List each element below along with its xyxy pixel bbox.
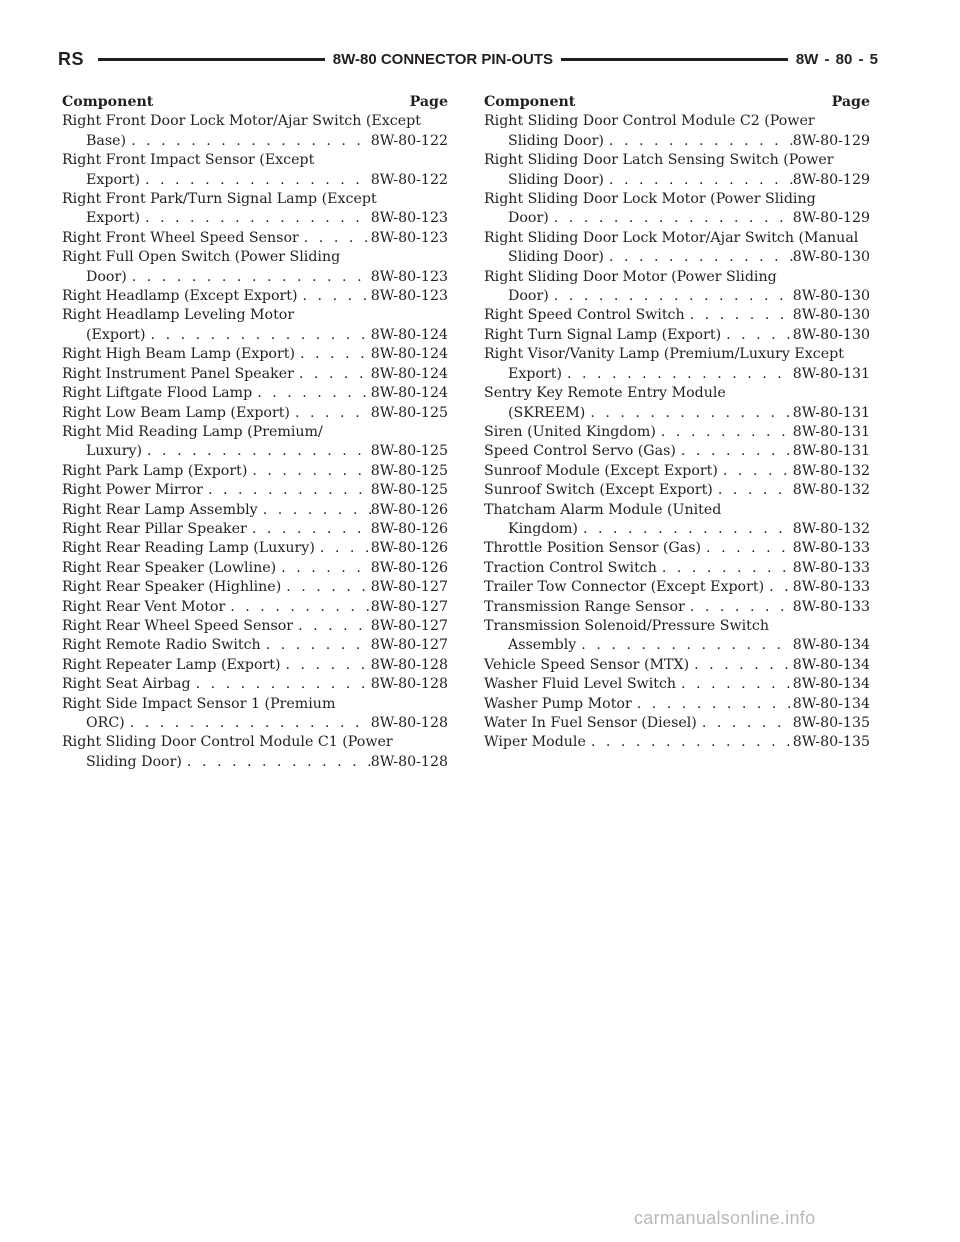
dot-leader bbox=[293, 617, 371, 636]
dot-leader bbox=[562, 365, 793, 384]
entry-page: 8W-80-127 bbox=[370, 579, 448, 596]
entry-label-line: Right Sliding Door Lock Motor/Ajar Switch (Manual bbox=[484, 229, 859, 246]
dot-leader bbox=[685, 598, 793, 617]
column-heading bbox=[62, 93, 448, 112]
entry-page: 8W-80-128 bbox=[370, 656, 448, 673]
index-entry bbox=[484, 695, 870, 714]
entry-label: Right Low Beam Lamp (Export) bbox=[62, 404, 290, 421]
dot-leader bbox=[718, 462, 793, 481]
entry-label: Water In Fuel Sensor (Diesel) bbox=[484, 715, 697, 731]
entry-label: Right Instrument Panel Speaker bbox=[62, 365, 294, 382]
entry-label: Sunroof Module (Except Export) bbox=[484, 462, 718, 479]
dot-leader bbox=[578, 520, 793, 539]
index-entry bbox=[62, 733, 448, 772]
page-title: 8W-80 CONNECTOR PIN-OUTS bbox=[332, 50, 554, 68]
entry-page: 8W-80-130 bbox=[792, 288, 870, 305]
entry-label: Sunroof Switch (Except Export) bbox=[484, 482, 713, 499]
index-entry bbox=[484, 151, 870, 190]
dot-leader bbox=[191, 675, 371, 694]
entry-label: Right High Beam Lamp (Export) bbox=[62, 346, 295, 363]
index-entry bbox=[484, 345, 870, 384]
dot-leader bbox=[701, 539, 793, 558]
dot-leader bbox=[656, 423, 793, 442]
entry-label-line: Right Full Open Switch (Power Sliding bbox=[62, 249, 341, 266]
entry-label-line: Thatcham Alarm Module (United bbox=[484, 501, 722, 518]
dot-leader bbox=[247, 462, 370, 481]
entry-label: Transmission Range Sensor bbox=[484, 598, 685, 615]
dot-leader bbox=[127, 268, 371, 287]
index-entry bbox=[484, 598, 870, 617]
entry-page: 8W-80-131 bbox=[792, 404, 870, 421]
dot-leader bbox=[281, 578, 370, 597]
index-column-right bbox=[484, 93, 870, 753]
index-entry bbox=[484, 442, 870, 461]
index-column-left bbox=[62, 93, 448, 772]
index-entry bbox=[62, 539, 448, 558]
entry-label: Sliding Door) bbox=[86, 753, 182, 770]
dot-leader bbox=[125, 714, 371, 733]
entry-page: 8W-80-134 bbox=[792, 656, 870, 673]
entry-label: Right Power Mirror bbox=[62, 482, 203, 499]
index-entry bbox=[484, 675, 870, 694]
index-entry bbox=[484, 559, 870, 578]
index-entry bbox=[484, 501, 870, 540]
entry-label: Base) bbox=[86, 132, 127, 149]
entry-page: 8W-80-125 bbox=[370, 462, 448, 479]
index-entry bbox=[62, 578, 448, 597]
entry-label: Right Rear Pillar Speaker bbox=[62, 520, 247, 537]
entry-page: 8W-80-124 bbox=[370, 365, 448, 382]
index-entry bbox=[62, 112, 448, 151]
entry-label-line: Right Sliding Door Motor (Power Sliding bbox=[484, 268, 777, 285]
entry-label: Luxury) bbox=[86, 443, 143, 460]
entry-label: Door) bbox=[86, 268, 127, 285]
index-entry bbox=[62, 598, 448, 617]
entry-label: Sliding Door) bbox=[508, 132, 604, 149]
entry-page: 8W-80-125 bbox=[370, 482, 448, 499]
entry-label: Right Seat Airbag bbox=[62, 676, 191, 693]
dot-leader bbox=[604, 171, 793, 190]
entry-page: 8W-80-130 bbox=[792, 249, 870, 266]
entry-label-line: Right Visor/Vanity Lamp (Premium/Luxury Except bbox=[484, 346, 844, 363]
entry-label: Right Repeater Lamp (Export) bbox=[62, 656, 281, 673]
entry-label: Trailer Tow Connector (Except Export) bbox=[484, 579, 765, 596]
index-entry bbox=[62, 365, 448, 384]
index-entry bbox=[62, 695, 448, 734]
entry-label-line: Right Mid Reading Lamp (Premium/ bbox=[62, 423, 323, 440]
entry-label-line: Right Sliding Door Control Module C1 (Power bbox=[62, 734, 393, 751]
index-entry bbox=[484, 423, 870, 442]
index-entry bbox=[484, 306, 870, 325]
entry-label: Door) bbox=[508, 288, 549, 305]
entry-page: 8W-80-135 bbox=[792, 715, 870, 731]
index-entry bbox=[62, 656, 448, 675]
entry-page: 8W-80-134 bbox=[792, 637, 870, 654]
entry-label-line: Right Sliding Door Latch Sensing Switch (Power bbox=[484, 152, 834, 169]
entry-page: 8W-80-122 bbox=[370, 132, 448, 149]
index-entry bbox=[484, 714, 870, 733]
entry-label: Kingdom) bbox=[508, 520, 578, 537]
entry-page: 8W-80-123 bbox=[370, 268, 448, 285]
dot-leader bbox=[146, 326, 371, 345]
entry-page: 8W-80-126 bbox=[370, 501, 448, 518]
entry-label: Right Headlamp (Except Export) bbox=[62, 288, 298, 305]
dot-leader bbox=[713, 481, 793, 500]
entry-label: Washer Pump Motor bbox=[484, 695, 632, 712]
header-rule-left bbox=[98, 58, 325, 61]
dot-leader bbox=[225, 598, 370, 617]
dot-leader bbox=[604, 132, 793, 151]
entry-page: 8W-80-131 bbox=[792, 443, 870, 460]
entry-label: Right Rear Speaker (Highline) bbox=[62, 579, 282, 596]
index-entry bbox=[62, 617, 448, 636]
section-code: RS bbox=[58, 48, 85, 69]
entry-label: Export) bbox=[86, 171, 140, 188]
index-entry bbox=[62, 462, 448, 481]
entry-page: 8W-80-134 bbox=[792, 676, 870, 693]
dot-leader bbox=[281, 656, 371, 675]
entry-page: 8W-80-127 bbox=[370, 617, 448, 634]
entry-page: 8W-80-124 bbox=[370, 385, 448, 402]
index-entry bbox=[484, 656, 870, 675]
page-number: 8W - 80 - 5 bbox=[795, 50, 879, 68]
dot-leader bbox=[290, 404, 371, 423]
dot-leader bbox=[685, 306, 793, 325]
dot-leader bbox=[140, 171, 371, 190]
dot-leader bbox=[549, 209, 793, 228]
entry-page: 8W-80-132 bbox=[792, 462, 870, 479]
dot-leader bbox=[586, 733, 793, 752]
entry-label: Assembly bbox=[508, 637, 577, 654]
entry-label-line: Transmission Solenoid/Pressure Switch bbox=[484, 617, 769, 634]
dot-leader bbox=[261, 636, 371, 655]
page-heading: Page bbox=[409, 94, 448, 110]
entry-label-line: Right Side Impact Sensor 1 (Premium bbox=[62, 695, 336, 712]
entry-page: 8W-80-127 bbox=[370, 598, 448, 615]
entry-page: 8W-80-131 bbox=[792, 365, 870, 382]
index-entry bbox=[62, 384, 448, 403]
dot-leader bbox=[299, 229, 371, 248]
dot-leader bbox=[315, 539, 371, 558]
entry-label: Right Front Wheel Speed Sensor bbox=[62, 229, 299, 246]
dot-leader bbox=[298, 287, 371, 306]
entry-page: 8W-80-132 bbox=[792, 520, 870, 537]
entry-page: 8W-80-129 bbox=[792, 210, 870, 227]
entry-label-line: Right Sliding Door Control Module C2 (Power bbox=[484, 113, 815, 130]
index-entry bbox=[484, 578, 870, 597]
index-entry bbox=[484, 384, 870, 423]
entry-label: Right Rear Speaker (Lowline) bbox=[62, 559, 277, 576]
index-entry bbox=[62, 404, 448, 423]
entry-label: Washer Fluid Level Switch bbox=[484, 676, 677, 693]
entry-page: 8W-80-133 bbox=[792, 559, 870, 576]
index-entry bbox=[484, 481, 870, 500]
index-entry bbox=[484, 229, 870, 268]
entry-page: 8W-80-122 bbox=[370, 171, 448, 188]
index-entry bbox=[62, 151, 448, 190]
entry-label-line: Sentry Key Remote Entry Module bbox=[484, 385, 726, 402]
entry-page: 8W-80-133 bbox=[792, 540, 870, 557]
index-entries bbox=[484, 112, 870, 752]
entry-page: 8W-80-125 bbox=[370, 443, 448, 460]
entry-page: 8W-80-135 bbox=[792, 734, 870, 751]
entry-page: 8W-80-123 bbox=[370, 229, 448, 246]
entry-page: 8W-80-132 bbox=[792, 482, 870, 499]
dot-leader bbox=[182, 753, 371, 772]
entry-label: Door) bbox=[508, 210, 549, 227]
index-entry bbox=[62, 306, 448, 345]
entry-page: 8W-80-127 bbox=[370, 637, 448, 654]
component-heading: Component bbox=[62, 94, 154, 110]
dot-leader bbox=[126, 132, 371, 151]
entry-label: Throttle Position Sensor (Gas) bbox=[484, 540, 702, 557]
dot-leader bbox=[657, 559, 793, 578]
entry-label: Right Rear Wheel Speed Sensor bbox=[62, 617, 294, 634]
entry-label: Right Speed Control Switch bbox=[484, 307, 685, 324]
entry-page: 8W-80-128 bbox=[370, 715, 448, 731]
entry-page: 8W-80-123 bbox=[370, 210, 448, 227]
entry-label: Right Remote Radio Switch bbox=[62, 637, 261, 654]
entry-label: Right Liftgate Flood Lamp bbox=[62, 385, 253, 402]
entry-page: 8W-80-129 bbox=[792, 132, 870, 149]
index-entry bbox=[62, 248, 448, 287]
entry-page: 8W-80-130 bbox=[792, 307, 870, 324]
entry-page: 8W-80-125 bbox=[370, 404, 448, 421]
dot-leader bbox=[721, 326, 793, 345]
index-entry bbox=[484, 112, 870, 151]
dot-leader bbox=[294, 365, 371, 384]
dot-leader bbox=[764, 578, 793, 597]
dot-leader bbox=[142, 442, 371, 461]
index-entry bbox=[62, 675, 448, 694]
dot-leader bbox=[632, 695, 793, 714]
index-entry bbox=[62, 345, 448, 364]
entry-page: 8W-80-133 bbox=[792, 598, 870, 615]
dot-leader bbox=[676, 442, 793, 461]
page-header bbox=[58, 40, 878, 78]
dot-leader bbox=[252, 384, 371, 403]
header-rule-right bbox=[561, 58, 788, 61]
entry-label: Export) bbox=[86, 210, 140, 227]
index-entry bbox=[484, 190, 870, 229]
entry-page: 8W-80-126 bbox=[370, 520, 448, 537]
entry-label: Sliding Door) bbox=[508, 171, 604, 188]
index-entry bbox=[484, 326, 870, 345]
entry-label-line: Right Front Door Lock Motor/Ajar Switch (Except bbox=[62, 113, 421, 130]
index-entry bbox=[62, 636, 448, 655]
entry-page: 8W-80-133 bbox=[792, 579, 870, 596]
dot-leader bbox=[676, 675, 793, 694]
dot-leader bbox=[585, 404, 792, 423]
entry-page: 8W-80-124 bbox=[370, 326, 448, 343]
watermark: carmanualsonline.info bbox=[634, 1208, 816, 1228]
entry-label: Traction Control Switch bbox=[484, 559, 657, 576]
entry-page: 8W-80-126 bbox=[370, 559, 448, 576]
entry-page: 8W-80-130 bbox=[792, 326, 870, 343]
dot-leader bbox=[258, 501, 371, 520]
entry-page: 8W-80-124 bbox=[370, 346, 448, 363]
index-entry bbox=[484, 462, 870, 481]
dot-leader bbox=[203, 481, 371, 500]
index-entry bbox=[62, 501, 448, 520]
dot-leader bbox=[276, 559, 370, 578]
entry-page: 8W-80-123 bbox=[370, 288, 448, 305]
entry-label: Right Rear Vent Motor bbox=[62, 598, 226, 615]
dot-leader bbox=[549, 287, 793, 306]
index-entry bbox=[62, 423, 448, 462]
entry-page: 8W-80-134 bbox=[792, 695, 870, 712]
dot-leader bbox=[576, 636, 792, 655]
index-entry bbox=[62, 229, 448, 248]
entry-label: Wiper Module bbox=[484, 734, 586, 751]
entry-label: Vehicle Speed Sensor (MTX) bbox=[484, 656, 690, 673]
dot-leader bbox=[689, 656, 793, 675]
index-entry bbox=[484, 268, 870, 307]
dot-leader bbox=[604, 248, 793, 267]
entry-label-line: Right Front Impact Sensor (Except bbox=[62, 152, 315, 169]
index-entries bbox=[62, 112, 448, 772]
index-entry bbox=[62, 287, 448, 306]
entry-label: Right Rear Lamp Assembly bbox=[62, 501, 258, 518]
dot-leader bbox=[697, 714, 793, 733]
entry-label: Export) bbox=[508, 365, 562, 382]
dot-leader bbox=[247, 520, 371, 539]
entry-label: (SKREEM) bbox=[508, 404, 586, 421]
entry-label: Right Turn Signal Lamp (Export) bbox=[484, 326, 722, 343]
entry-page: 8W-80-131 bbox=[792, 423, 870, 440]
entry-label: Speed Control Servo (Gas) bbox=[484, 443, 676, 460]
entry-label: Siren (United Kingdom) bbox=[484, 423, 656, 440]
entry-page: 8W-80-126 bbox=[370, 540, 448, 557]
page-heading: Page bbox=[831, 94, 870, 110]
entry-label: (Export) bbox=[86, 326, 146, 343]
entry-label: Right Rear Reading Lamp (Luxury) bbox=[62, 540, 315, 557]
index-entry bbox=[484, 539, 870, 558]
index-entry bbox=[484, 733, 870, 752]
index-entry bbox=[62, 190, 448, 229]
index-entry bbox=[484, 617, 870, 656]
entry-label-line: Right Sliding Door Lock Motor (Power Sliding bbox=[484, 191, 816, 208]
entry-label: Sliding Door) bbox=[508, 249, 604, 266]
index-entry bbox=[62, 520, 448, 539]
entry-page: 8W-80-128 bbox=[370, 753, 448, 770]
entry-label-line: Right Headlamp Leveling Motor bbox=[62, 307, 295, 324]
entry-label-line: Right Front Park/Turn Signal Lamp (Except bbox=[62, 191, 377, 208]
entry-page: 8W-80-129 bbox=[792, 171, 870, 188]
entry-label: ORC) bbox=[86, 715, 125, 731]
dot-leader bbox=[140, 209, 371, 228]
entry-label: Right Park Lamp (Export) bbox=[62, 462, 248, 479]
column-heading bbox=[484, 93, 870, 112]
dot-leader bbox=[295, 345, 371, 364]
index-entry bbox=[62, 481, 448, 500]
component-heading: Component bbox=[484, 94, 576, 110]
index-entry bbox=[62, 559, 448, 578]
entry-page: 8W-80-128 bbox=[370, 676, 448, 693]
